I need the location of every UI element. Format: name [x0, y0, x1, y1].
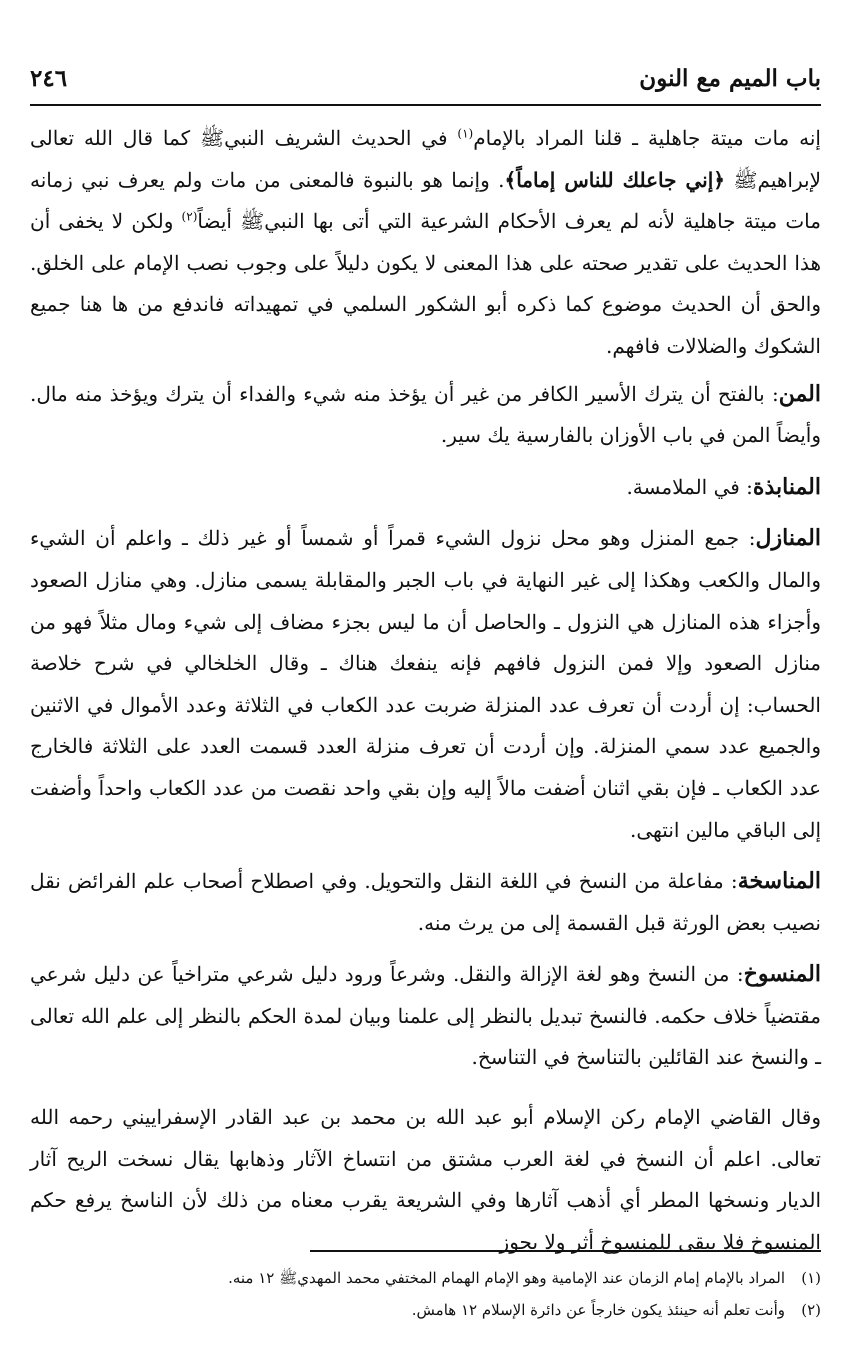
footnote-item — [30, 1262, 821, 1294]
footnote-number: (٢) — [801, 1301, 821, 1319]
page-header — [30, 62, 821, 94]
entry-munabadha — [30, 467, 821, 509]
intro-text-1: إنه مات ميتة جاهلية ـ قلنا المراد بالإمام — [473, 126, 821, 150]
intro-text-3: . وإنما هو بالنبوة فالمعنى من مات ولم يعرف نبي زمانه مات ميتة جاهلية لأنه لم يعرف الأحكام الشرعية التي أتى بها النبيﷺ أيضاً — [30, 167, 821, 234]
definition-manazil: : جمع المنزل وهو محل نزول الشيء قمراً أو شمساً أو غير ذلك ـ واعلم أن الشيء والمال والكعب وهكذا إلى غير النهاية في باب الجبر والمقابلة يسمى منازل. وهي منازل الصعود وأجزاء هذه المنازل هي النزول ـ والحاصل أن ما ليس بجزء مضاف إلى شيء ومال مثلاً فهو من منازل الصعود وإلا فمن النزول فافهم فإنه ينفعك هناك ـ وقال الخلخالي في شرح خلاصة الحساب: إن أردت أن تعرف عدد المنزلة ضربت عدد الكعاب في الثلاثة وعدد الأموال في الاثنين والجميع عدد سمي المنزلة. وإن أردت أن تعرف منزلة العدد قسمت العدد على الثلاثة فالخارج عدد الكعاب ـ فإن بقي اثنان أضفت مالاً إليه وإن بقي واحد نقصت من عدد الكعاب واحداً وأضفت إلى الباقي مالين انتهى. — [30, 526, 822, 842]
footnotes — [30, 1262, 821, 1326]
footnote-divider — [310, 1250, 821, 1252]
quran-quote: ﴿إني جاعلك للناس إماماً﴾ — [504, 167, 725, 192]
intro-paragraph — [30, 118, 821, 368]
entry-man — [30, 374, 821, 457]
term-man: المن — [778, 380, 821, 407]
header-divider — [30, 104, 821, 106]
chapter-title: باب الميم مع النون — [639, 64, 821, 92]
intro-text-2: في الحديث الشريف النبيﷺ كما قال الله تعالى لإبراهيمﷺ — [30, 126, 821, 192]
term-manazil: المنازل — [755, 525, 821, 552]
entry-manazil — [30, 518, 821, 851]
page-number: ٢٤٦ — [30, 64, 68, 92]
term-munabadha: المنابذة — [752, 473, 821, 500]
footnote-text: وأنت تعلم أنه حينئذ يكون خارجاً عن دائرة الإسلام ١٢ هامش. — [411, 1301, 785, 1319]
page-body — [30, 118, 821, 1263]
intro-text-4: ولكن لا يخفى أن هذا الحديث على تقدير صحته على هذا المعنى لا يكون دليلاً على وجوب نصب الإمام على الخلق. والحق أن الحديث موضوع كما ذكره أبو الشكور السلمي في تمهيداته فاندفع من ها هنا جميع الشكوك والضلالات فافهم. — [30, 209, 821, 358]
entry-munasakha — [30, 861, 821, 944]
footnote-item — [30, 1294, 821, 1326]
footnote-ref-1: (١) — [457, 126, 474, 141]
footnote-ref-2: (٢) — [181, 209, 198, 224]
footnote-number: (١) — [801, 1269, 821, 1287]
footnote-text: المراد بالإمام إمام الزمان عند الإمامية وهو الإمام الهمام المختفي محمد المهديﷺ ١٢ منه. — [228, 1269, 785, 1287]
definition-munasakha: : مفاعلة من النسخ في اللغة النقل والتحويل. وفي اصطلاح أصحاب علم الفرائض نقل نصيب بعض الورثة قبل القسمة إلى من يرث منه. — [30, 869, 821, 935]
term-munasakha: المناسخة — [737, 868, 821, 895]
final-paragraph: وقال القاضي الإمام ركن الإسلام أبو عبد الله بن محمد بن عبد القادر الإسفراييني رحمه الله تعالى. اعلم أن النسخ في لغة العرب مشتق من انتساخ الآثار وذهابها يقال نسخت الريح آثار الديار ونسخها المطر أي أذهب آثارها وفي الشريعة يقرب معناه من ذلك لأن الناسخ يرفع حكم المنسوخ فلا يبقى للمنسوخ أثر ولا يجوز — [30, 1105, 821, 1254]
definition-munabadha: : في الملامسة. — [626, 474, 753, 499]
definition-man: : بالفتح أن يترك الأسير الكافر من غير أن يؤخذ منه شيء والفداء أن يترك ويؤخذ منه مال. وأيضاً المن في باب الأوزان بالفارسية يك سير. — [30, 381, 821, 448]
entry-mansukh — [30, 954, 821, 1079]
definition-mansukh: : من النسخ وهو لغة الإزالة والنقل. وشرعاً ورود دليل شرعي متراخياً عن دليل شرعي مقتضياً خلاف حكمه. فالنسخ تبديل بالنظر إلى علمنا وبيان لمدة الحكم بالنظر إلى علم الله تعالى ـ والنسخ عند القائلين بالتناسخ في التناسخ. — [30, 962, 821, 1070]
term-mansukh: المنسوخ — [743, 961, 821, 988]
